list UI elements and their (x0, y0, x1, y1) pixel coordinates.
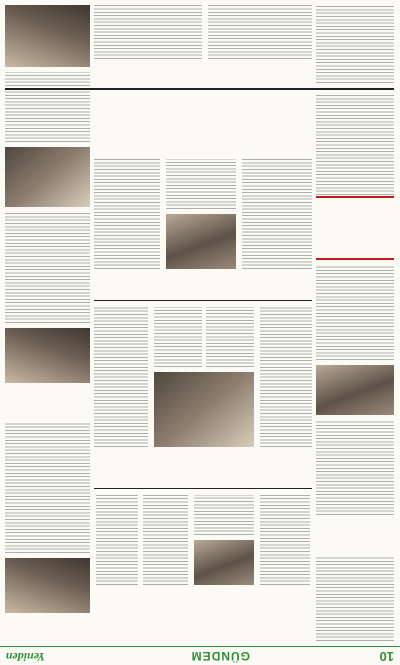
bottom-story-text-c (94, 5, 202, 59)
top-story-photo (194, 540, 254, 585)
quote-text (316, 252, 394, 258)
bottom-story-text-b (208, 5, 312, 59)
sidebar-photo (5, 328, 90, 383)
lead-story (94, 483, 312, 485)
masthead (0, 646, 400, 665)
middle-story-text-a (242, 159, 312, 269)
quote-box (316, 196, 394, 260)
bottom-story-photo (5, 5, 90, 67)
middle-story-text-c (94, 159, 160, 269)
lead-story-text-a (260, 307, 312, 447)
bottom-story-text-a (316, 5, 394, 83)
middle-story-text-b (166, 159, 236, 209)
divider-bottom (5, 89, 394, 91)
divider-top (94, 488, 312, 489)
lead-story-text-d (94, 307, 148, 447)
left-column-text-3 (316, 265, 394, 360)
lead-story-text-b (206, 307, 254, 367)
middle-story (94, 296, 312, 297)
sidebar-text (5, 213, 90, 323)
left-column-text (316, 556, 394, 641)
left-column-photo (316, 365, 394, 415)
right-bottom-text (5, 72, 90, 142)
lead-story-text-c (154, 307, 202, 367)
top-story-text-a (260, 495, 310, 585)
middle-story-photo (166, 214, 236, 269)
section-label: GÜNDEM (190, 649, 250, 663)
left-column-text-4 (316, 95, 394, 195)
brand-logo: Yeniden (5, 650, 45, 664)
lead-story-photo (154, 372, 254, 447)
top-story-text-d (96, 495, 138, 585)
right-column-text (5, 423, 90, 553)
divider-middle (94, 300, 312, 301)
top-story-text-b (194, 495, 254, 535)
right-column-photo (5, 558, 90, 613)
top-story-text-c (143, 495, 188, 585)
right-bottom-photo (5, 147, 90, 207)
top-story (95, 591, 310, 643)
left-column-text-2 (316, 420, 394, 515)
page-number: 10 (379, 649, 394, 664)
